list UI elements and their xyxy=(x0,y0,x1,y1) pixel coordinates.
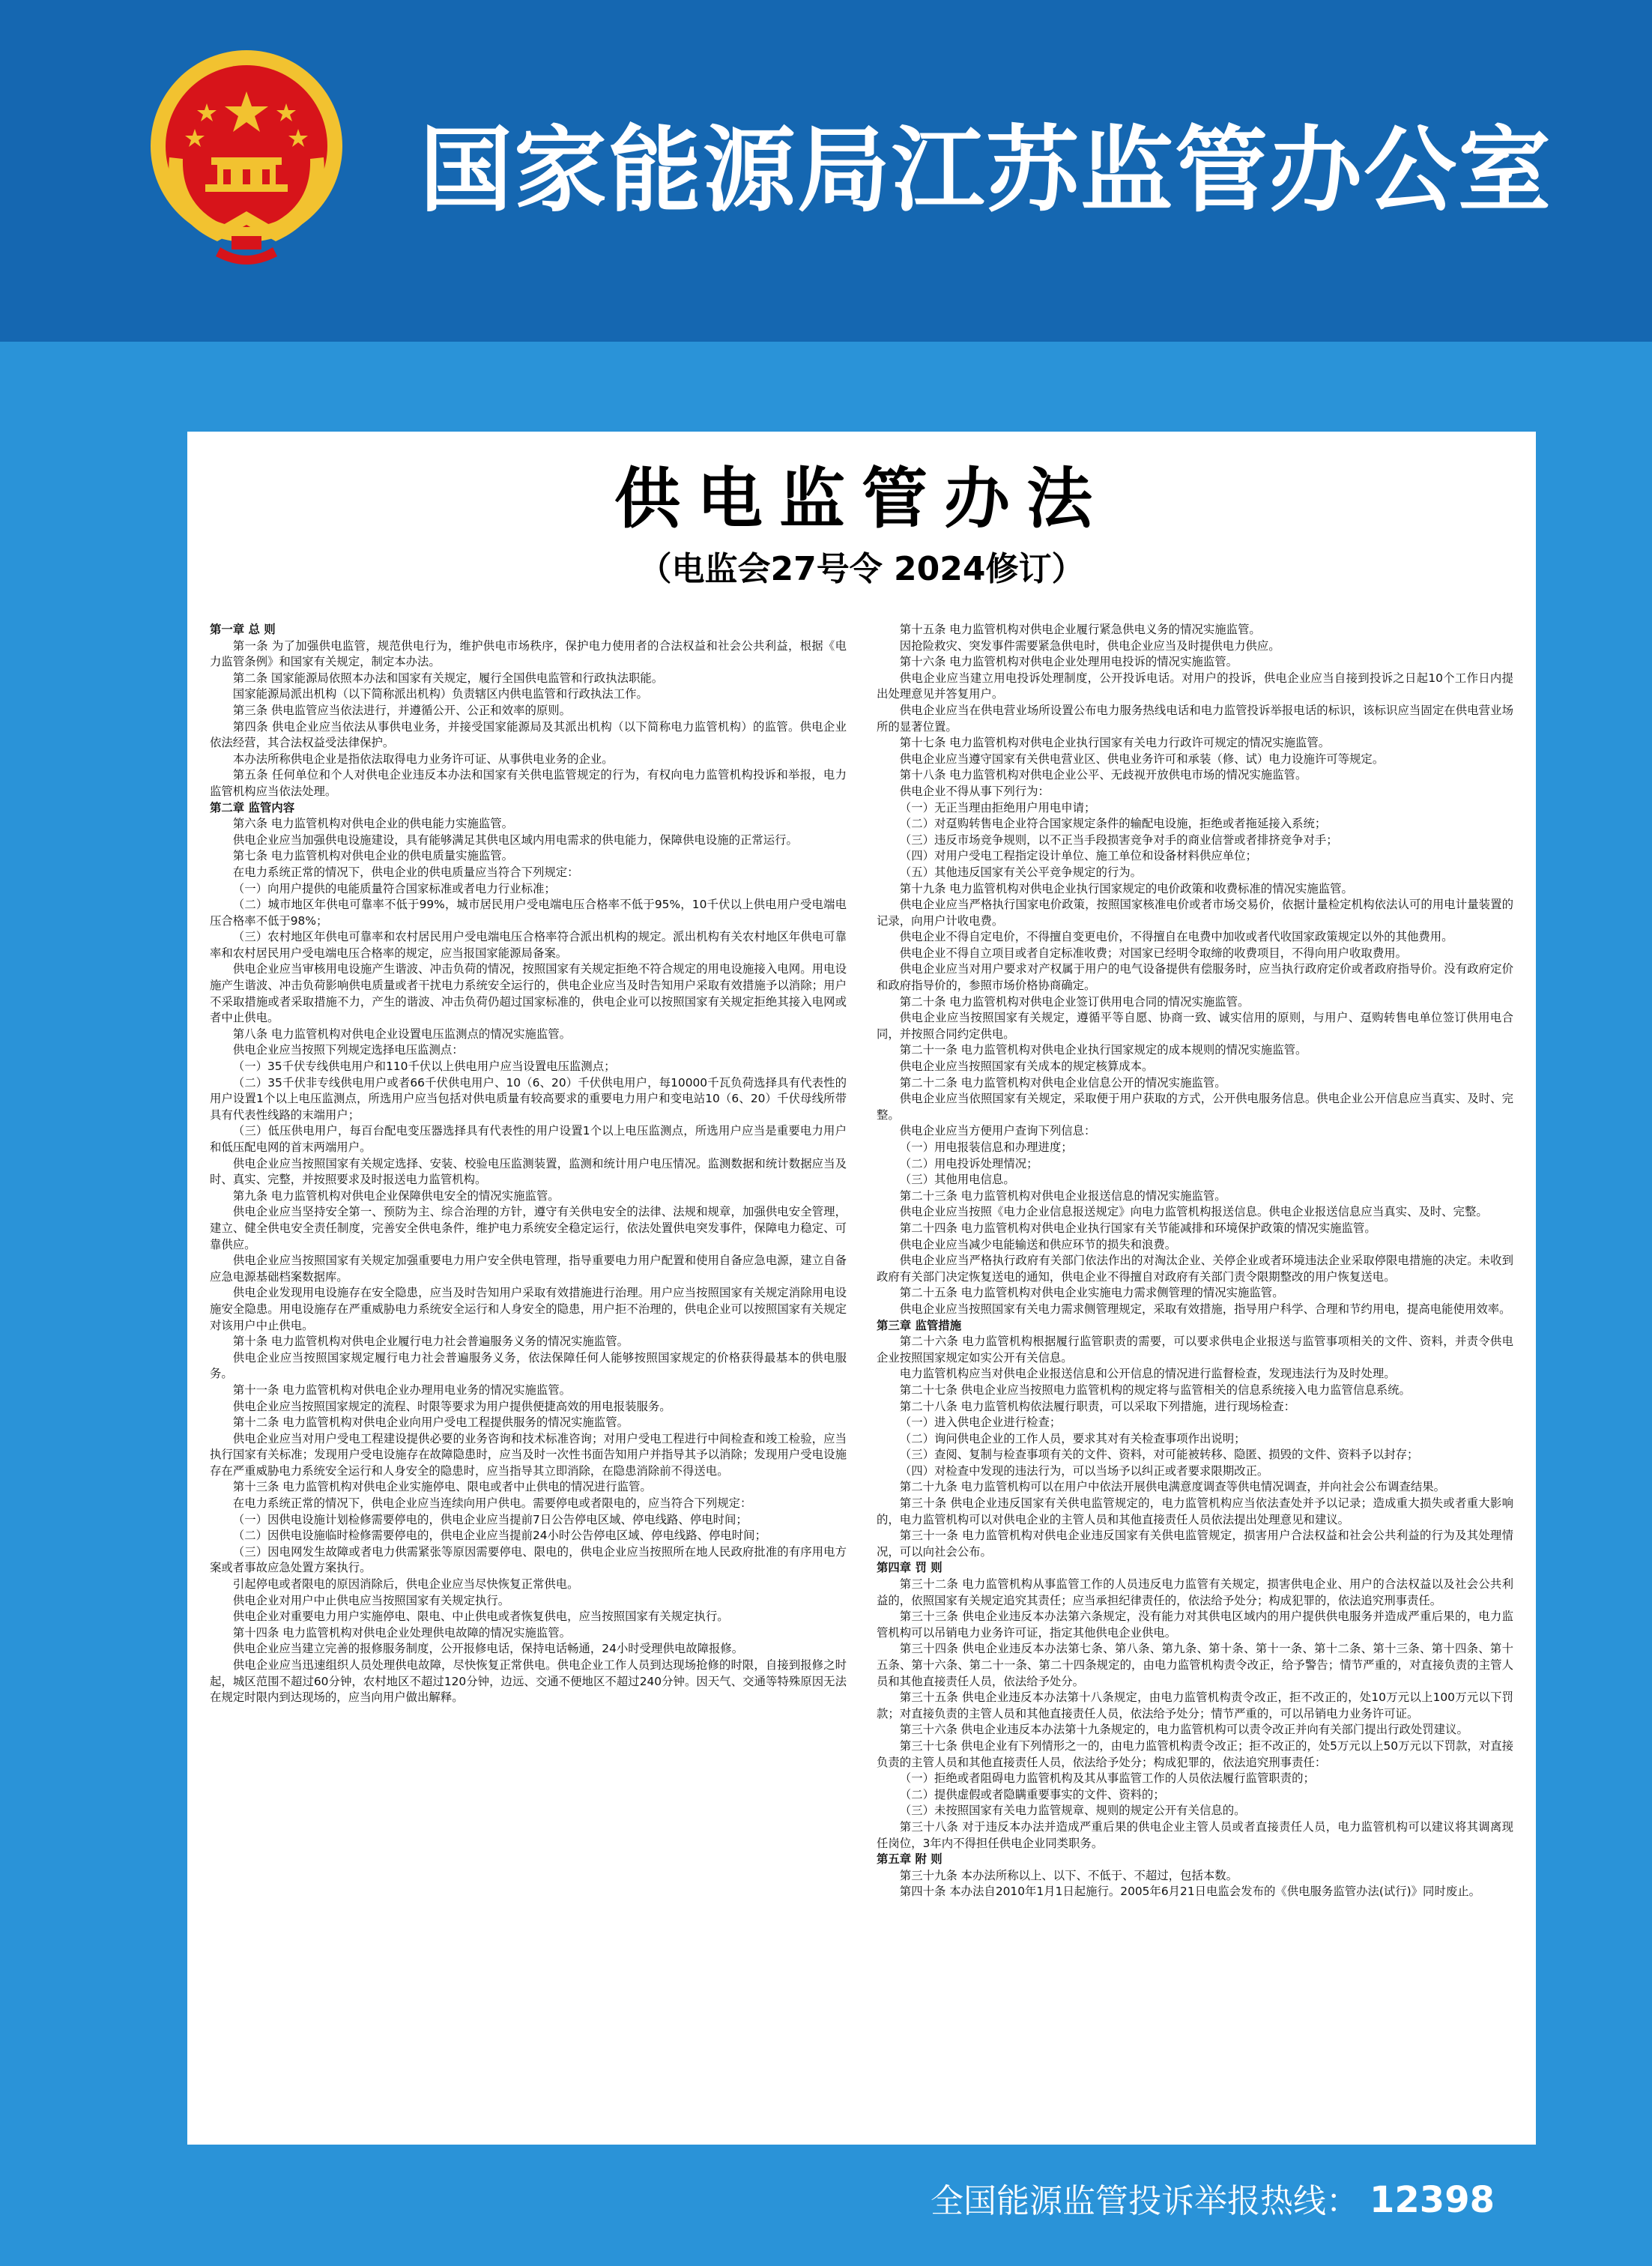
article-paragraph: 供电企业应当依照国家有关规定，采取便于用户获取的方式，公开供电服务信息。供电企业公开信息应当真实、及时、完整。 xyxy=(877,1092,1513,1122)
article-paragraph: 供电企业应当建立完善的报修服务制度，公开报修电话，保持电话畅通，24小时受理供电故障报修。 xyxy=(232,1642,744,1656)
article-paragraph: 供电企业对重要电力用户实施停电、限电、中止供电或者恢复供电，应当按照国家有关规定执行。 xyxy=(232,1610,729,1624)
article-paragraph: 第九条 电力监管机构对供电企业保障供电安全的情况实施监管。 xyxy=(232,1188,560,1203)
article-paragraph: （四）对用户受电工程指定设计单位、施工单位和设备材料供应单位； xyxy=(899,849,1257,863)
article-paragraph: （二）询问供电企业的工作人员，要求其对有关检查事项作出说明； xyxy=(899,1431,1246,1445)
article-paragraph: 第三十五条 供电企业违反本办法第十八条规定，由电力监管机构责令改正，拒不改正的，处10万元以上100万元以下罚款；对直接负责的主管人员和其他直接责任人员，依法给予处分；情节严重的，可以吊销电力业务许可证。 xyxy=(877,1691,1513,1720)
article-paragraph: （二）提供虚假或者隐瞒重要事实的文件、资料的； xyxy=(899,1787,1165,1801)
article-paragraph: （一）进入供电企业进行检查； xyxy=(899,1416,1062,1430)
organization-title: 国家能源局江苏监管办公室 xyxy=(420,117,1553,225)
article-paragraph: （三）农村地区年供电可靠率和农村居民用户受电端电压合格率符合派出机构的规定。派出机构有关农村地区年供电可靠率和农村居民用户受电端电压合格率的规定，应当报国家能源局备案。 xyxy=(210,930,847,960)
article-paragraph: 第二十二条 电力监管机构对供电企业信息公开的情况实施监管。 xyxy=(899,1075,1226,1090)
document-subtitle: （电监会27号令 2024修订） xyxy=(638,550,1085,588)
article-paragraph: 第二十四条 电力监管机构对供电企业执行国家有关节能减排和环境保护政策的情况实施监管。 xyxy=(899,1221,1376,1235)
article-paragraph: （二）因供电设施临时检修需要停电的，供电企业应当提前24小时公告停电区域、停电线路、停电时间； xyxy=(232,1529,766,1543)
article-paragraph: 第十四条 电力监管机构对供电企业处理供电故障的情况实施监管。 xyxy=(232,1625,572,1640)
article-paragraph: 供电企业应当按照国家有关规定加强重要电力用户安全供电管理，指导重要电力用户配置和使用自备应急电源，建立自备应急电源基础档案数据库。 xyxy=(210,1254,847,1284)
article-paragraph: 供电企业应当按照国家有关成本的规定核算成本。 xyxy=(899,1060,1154,1074)
article-paragraph: 在电力系统正常的情况下，供电企业应当连续向用户供电。需要停电或者限电的，应当符合下列规定： xyxy=(232,1496,752,1511)
article-paragraph: 供电企业应当加强供电设施建设，具有能够满足其供电区域内用电需求的供电能力，保障供电设施的正常运行。 xyxy=(232,833,798,847)
article-paragraph: 第二十六条 电力监管机构根据履行监管职责的需要，可以要求供电企业报送与监管事项相关的文件、资料，并责令供电企业按照国家规定如实公开有关信息。 xyxy=(877,1335,1513,1365)
article-paragraph: 第三十三条 供电企业违反本办法第六条规定，没有能力对其供电区域内的用户提供供电服务并造成严重后果的，电力监管机构可以吊销电力业务许可证，指定其他供电企业供电。 xyxy=(877,1610,1513,1640)
article-paragraph: 供电企业应当按照《电力企业信息报送规定》向电力监管机构报送信息。供电企业报送信息应当真实、及时、完整。 xyxy=(899,1205,1488,1219)
hotline-label: 全国能源监管投诉举报热线： xyxy=(931,2182,1359,2220)
chapter-heading: 第一章 总 则 xyxy=(210,623,276,636)
article-paragraph: 供电企业应当在供电营业场所设置公布电力服务热线电话和电力监管投诉举报电话的标识，该标识应当固定在供电营业场所的显著位置。 xyxy=(877,703,1513,734)
article-paragraph: 供电企业不得自定电价，不得擅自变更电价，不得擅自在电费中加收或者代收国家政策规定以外的其他费用。 xyxy=(899,930,1453,944)
article-paragraph: （一）向用户提供的电能质量符合国家标准或者电力行业标准； xyxy=(232,881,556,895)
article-paragraph: 供电企业应当对用户要求对产权属于用户的电气设备提供有偿服务时，应当执行政府定价或者政府指导价。没有政府定价和政府指导价的，参照市场价格协商确定。 xyxy=(877,962,1513,993)
article-paragraph: 供电企业应当按照国家有关规定，遵循平等自愿、协商一致、诚实信用的原则，与用户、趸购转售电单位签订供用电合同，并按照合同约定供电。 xyxy=(877,1011,1513,1041)
article-paragraph: 供电企业应当按照国家有关规定选择、安装、校验电压监测装置，监测和统计用户电压情况。监测数据和统计数据应当及时、真实、完整，并按照要求及时报送电力监管机构。 xyxy=(210,1156,847,1187)
article-paragraph: 第二十一条 电力监管机构对供电企业执行国家规定的成本规则的情况实施监管。 xyxy=(899,1043,1307,1057)
article-paragraph: 在电力系统正常的情况下，供电企业的供电质量应当符合下列规定： xyxy=(232,865,579,879)
article-paragraph: （二）用电投诉处理情况； xyxy=(899,1156,1038,1170)
article-paragraph: 供电企业对用户中止供电应当按照国家有关规定执行。 xyxy=(232,1593,510,1607)
article-paragraph: （二）35千伏非专线供电用户或者66千伏供电用户、10（6、20）千伏供电用户，每10000千瓦负荷选择具有代表性的用户设置1个以上电压监测点，所选用户应当包括对供电质量有较高要求的重要电力用户和变电站10（6、20）千伏母线所带具有代表性线路的末端用户； xyxy=(210,1075,847,1122)
national-emblem-icon xyxy=(145,45,348,270)
article-paragraph: 第十三条 电力监管机构对供电企业实施停电、限电或者中止供电的情况进行监管。 xyxy=(232,1480,652,1494)
article-paragraph: 第六条 电力监管机构对供电企业的供电能力实施监管。 xyxy=(232,817,514,831)
article-paragraph: 第四条 供电企业应当依法从事供电业务，并接受国家能源局及其派出机构（以下简称电力监管机构）的监管。供电企业依法经营，其合法权益受法律保护。 xyxy=(210,719,847,750)
article-paragraph: 第十五条 电力监管机构对供电企业履行紧急供电义务的情况实施监管。 xyxy=(899,623,1261,636)
article-paragraph: 第二十五条 电力监管机构对供电企业实施电力需求侧管理的情况实施监管。 xyxy=(899,1286,1284,1300)
article-paragraph: 供电企业应当按照下列规定选择电压监测点： xyxy=(232,1043,464,1057)
article-paragraph: （一）用电报装信息和办理进度； xyxy=(899,1140,1073,1154)
article-paragraph: 第三十七条 供电企业有下列情形之一的，由电力监管机构责令改正；拒不改正的，处5万元以上50万元以下罚款，对直接负责的主管人员和其他直接责任人员，依法给予处分；构成犯罪的，依法追究刑事责任： xyxy=(877,1738,1513,1769)
article-paragraph: 第三十二条 电力监管机构从事监管工作的人员违反电力监管有关规定，损害供电企业、用户的合法权益以及社会公共利益的，依照国家有关规定追究其责任；应当承担纪律责任的，依法给予处分；构成犯罪的，依法追究刑事责任。 xyxy=(877,1577,1513,1607)
article-paragraph: 供电企业不得自立项目或者自定标准收费；对国家已经明令取缔的收费项目，不得向用户收取费用。 xyxy=(899,946,1407,960)
article-paragraph: （一）35千伏专线供电用户和110千伏以上供电用户应当设置电压监测点； xyxy=(232,1060,616,1074)
article-paragraph: （五）其他违反国家有关公平竞争规定的行为。 xyxy=(899,865,1143,879)
article-paragraph: 国家能源局派出机构（以下简称派出机构）负责辖区内供电监管和行政执法工作。 xyxy=(232,687,648,701)
article-paragraph: 第十八条 电力监管机构对供电企业公平、无歧视开放供电市场的情况实施监管。 xyxy=(899,768,1307,782)
article-paragraph: 供电企业应当减少电能输送和供应环节的损失和浪费。 xyxy=(899,1237,1177,1251)
article-paragraph: 第三十八条 对于违反本办法并造成严重后果的供电企业主管人员或者直接责任人员，电力监管机构可以建议将其调离现任岗位，3年内不得担任供电企业同类职务。 xyxy=(877,1819,1513,1850)
article-paragraph: 第三十九条 本办法所称以上、以下、不低于、不超过，包括本数。 xyxy=(899,1868,1238,1882)
article-paragraph: 供电企业应当按照国家有关电力需求侧管理规定，采取有效措施，指导用户科学、合理和节约用电，提高电能使用效率。 xyxy=(899,1302,1511,1316)
article-paragraph: 供电企业应当遵守国家有关供电营业区、供电业务许可和承装（修、试）电力设施许可等规定。 xyxy=(899,752,1385,766)
article-paragraph: 供电企业应当按照国家规定履行电力社会普遍服务义务，依法保障任何人能够按照国家规定的价格获得最基本的供电服务。 xyxy=(210,1350,847,1381)
article-paragraph: 供电企业应当严格执行政府有关部门依法作出的对淘汰企业、关停企业或者环境违法企业采取停限电措施的决定。未收到政府有关部门决定恢复送电的通知，供电企业不得擅自对政府有关部门责令限期整改的用户恢复送电。 xyxy=(877,1254,1513,1284)
article-paragraph: 第二十七条 供电企业应当按照电力监管机构的规定将与监管相关的信息系统接入电力监管信息系统。 xyxy=(899,1383,1411,1397)
chapter-heading: 第四章 罚 则 xyxy=(877,1561,943,1575)
article-paragraph: 因抢险救灾、突发事件需要紧急供电时，供电企业应当及时提供电力供应。 xyxy=(899,638,1280,653)
article-paragraph: 第四十条 本办法自2010年1月1日起施行。2005年6月21日电监会发布的《供电服务监管办法(试行)》同时废止。 xyxy=(899,1885,1481,1899)
article-paragraph: （二）对趸购转售电企业符合国家规定条件的输配电设施，拒绝或者拖延接入系统； xyxy=(899,817,1327,831)
article-paragraph: 第十一条 电力监管机构对供电企业办理用电业务的情况实施监管。 xyxy=(232,1383,572,1397)
article-paragraph: （三）违反市场竞争规则，以不正当手段损害竞争对手的商业信誉或者排挤竞争对手； xyxy=(899,833,1338,847)
article-paragraph: 第三十四条 供电企业违反本办法第七条、第八条、第九条、第十条、第十一条、第十二条、第十三条、第十四条、第十五条、第十六条、第二十一条、第二十四条规定的，由电力监管机构责令改正，给予警告；情节严重的，对直接负责的主管人员和其他直接责任人员，依法给予处分。 xyxy=(877,1642,1513,1688)
article-paragraph: 供电企业应当坚持安全第一、预防为主、综合治理的方针，遵守有关供电安全的法律、法规和规章，加强供电安全管理，建立、健全供电安全责任制度，完善安全供电条件，维护电力系统安全稳定运行，依法处置供电突发事件，保障电力稳定、可靠供应。 xyxy=(210,1205,847,1251)
article-paragraph: 第二十九条 电力监管机构可以在用户中依法开展供电满意度调查等供电情况调查，并向社会公布调查结果。 xyxy=(899,1480,1446,1494)
article-paragraph: 供电企业发现用电设施存在安全隐患，应当及时告知用户采取有效措施进行治理。用户应当按照国家有关规定消除用电设施安全隐患。用电设施存在严重威胁电力系统安全运行和人身安全的隐患，用户拒不治理的，供电企业可以按照国家有关规定对该用户中止供电。 xyxy=(210,1286,847,1332)
article-paragraph: 第三十一条 电力监管机构对供电企业违反国家有关供电监管规定，损害用户合法权益和社会公共利益的行为及其处理情况，可以向社会公布。 xyxy=(877,1529,1513,1559)
chapter-heading: 第三章 监管措施 xyxy=(877,1318,962,1332)
article-paragraph: 供电企业应当建立用电投诉处理制度，公开投诉电话。对用户的投诉，供电企业应当自接到投诉之日起10个工作日内提出处理意见并答复用户。 xyxy=(877,671,1513,701)
article-paragraph: 第二十条 电力监管机构对供电企业签订供用电合同的情况实施监管。 xyxy=(899,994,1250,1009)
article-paragraph: 第十条 电力监管机构对供电企业履行电力社会普遍服务义务的情况实施监管。 xyxy=(232,1335,629,1349)
article-paragraph: 第十七条 电力监管机构对供电企业执行国家有关电力行政许可规定的情况实施监管。 xyxy=(899,736,1331,750)
article-paragraph: （三）查阅、复制与检查事项有关的文件、资料，对可能被转移、隐匿、损毁的文件、资料予以封存； xyxy=(899,1448,1419,1462)
article-paragraph: 供电企业应当迅速组织人员处理供电故障，尽快恢复正常供电。供电企业工作人员到达现场抢修的时限，自接到报修之时起，城区范围不超过60分钟，农村地区不超过120分钟，边远、交通不便地区不超过240分钟。因天气、交通等特殊原因无法在规定时限内到达现场的，应当向用户做出解释。 xyxy=(210,1658,847,1705)
document-title: 供电监管办法 xyxy=(614,459,1109,537)
article-paragraph: 供电企业应当按照国家规定的流程、时限等要求为用户提供便捷高效的用电报装服务。 xyxy=(232,1399,671,1413)
article-paragraph: 本办法所称供电企业是指依法取得电力业务许可证、从事供电业务的企业。 xyxy=(232,752,614,766)
article-paragraph: 引起停电或者限电的原因消除后，供电企业应当尽快恢复正常供电。 xyxy=(232,1577,579,1592)
article-paragraph: （四）对检查中发现的违法行为，可以当场予以纠正或者要求限期改正。 xyxy=(899,1463,1269,1478)
article-paragraph: 供电企业不得从事下列行为： xyxy=(899,784,1050,798)
article-paragraph: 第二条 国家能源局依照本办法和国家有关规定，履行全国供电监管和行政执法职能。 xyxy=(232,671,664,685)
article-paragraph: 供电企业应当严格执行国家电价政策，按照国家核准电价或者市场交易价，依据计量检定机构依法认可的用电计量装置的记录，向用户计收电费。 xyxy=(877,898,1513,928)
article-paragraph: （一）拒绝或者阻碍电力监管机构及其从事监管工作的人员依法履行监管职责的； xyxy=(899,1771,1315,1786)
article-paragraph: 第五条 任何单位和个人对供电企业违反本办法和国家有关供电监管规定的行为，有权向电力监管机构投诉和举报，电力监管机构应当依法处理。 xyxy=(210,768,847,798)
complaint-hotline xyxy=(931,2176,1495,2226)
article-paragraph: 第十六条 电力监管机构对供电企业处理用电投诉的情况实施监管。 xyxy=(899,655,1238,669)
article-paragraph: （三）因电网发生故障或者电力供需紧张等原因需要停电、限电的，供电企业应当按照所在地人民政府批准的有序用电方案或者事故应急处置方案执行。 xyxy=(210,1544,847,1575)
article-paragraph: 第三条 供电监管应当依法进行，并遵循公开、公正和效率的原则。 xyxy=(232,703,572,717)
article-paragraph: 供电企业应当审核用电设施产生谐波、冲击负荷的情况，按照国家有关规定拒绝不符合规定的用电设施接入电网。用电设施产生谐波、冲击负荷影响供电质量或者干扰电力系统安全运行的，供电企业应当及时告知用户采取有效措施予以消除；用户不采取措施或者采取措施不力，产生的谐波、冲击负荷仍超过国家标准的，供电企业可以按照国家有关规定拒绝其接入电网或者中止供电。 xyxy=(210,962,847,1025)
article-paragraph: 第二十八条 电力监管机构依法履行职责，可以采取下列措施，进行现场检查： xyxy=(899,1399,1295,1413)
article-paragraph: 第十九条 电力监管机构对供电企业执行国家规定的电价政策和收费标准的情况实施监管。 xyxy=(899,881,1353,895)
article-paragraph: （三）其他用电信息。 xyxy=(899,1173,1015,1187)
article-paragraph: （一）因供电设施计划检修需要停电的，供电企业应当提前7日公告停电区域、停电线路、停电时间； xyxy=(232,1512,748,1526)
article-paragraph: 第三十六条 供电企业违反本办法第十九条规定的，电力监管机构可以责令改正并向有关部门提出行政处罚建议。 xyxy=(899,1723,1468,1737)
notice-board xyxy=(187,432,1536,2145)
regulation-column-right xyxy=(877,622,1513,2121)
article-paragraph: （三）未按照国家有关电力监管规章、规则的规定公开有关信息的。 xyxy=(899,1804,1246,1818)
article-paragraph: 第十二条 电力监管机构对供电企业向用户受电工程提供服务的情况实施监管。 xyxy=(232,1416,629,1430)
article-paragraph: 电力监管机构应当对供电企业报送信息和公开信息的情况进行监督检查，发现违法行为及时处理。 xyxy=(899,1367,1396,1381)
header-banner xyxy=(0,0,1652,342)
article-paragraph: （一）无正当理由拒绝用户用电申请； xyxy=(899,800,1096,815)
article-paragraph: 第二十三条 电力监管机构对供电企业报送信息的情况实施监管。 xyxy=(899,1188,1226,1203)
article-paragraph: 第七条 电力监管机构对供电企业的供电质量实施监管。 xyxy=(232,849,514,863)
article-paragraph: 第一条 为了加强供电监管，规范供电行为，维护供电市场秩序，保护电力使用者的合法权益和社会公共利益，根据《电力监管条例》和国家有关规定，制定本办法。 xyxy=(210,638,847,669)
article-paragraph: （二）城市地区年供电可靠率不低于99%，城市居民用户受电端电压合格率不低于95%，10千伏以上供电用户受电端电压合格率不低于98%； xyxy=(210,898,847,928)
article-paragraph: （三）低压供电用户，每百台配电变压器选择具有代表性的用户设置1个以上电压监测点，所选用户应当是重要电力用户和低压配电网的首末两端用户。 xyxy=(210,1124,847,1154)
hotline-number: 12398 xyxy=(1370,2179,1495,2221)
article-paragraph: 第三十条 供电企业违反国家有关供电监管规定的，电力监管机构应当依法查处并予以记录；造成重大损失或者重大影响的，电力监管机构可以对供电企业的主管人员和其他直接责任人员依法提出处理意见和建议。 xyxy=(877,1496,1513,1526)
article-paragraph: 供电企业应当方便用户查询下列信息： xyxy=(899,1124,1096,1138)
regulation-column-left xyxy=(210,622,847,2121)
chapter-heading: 第二章 监管内容 xyxy=(210,800,295,815)
article-paragraph: 第八条 电力监管机构对供电企业设置电压监测点的情况实施监管。 xyxy=(232,1027,572,1041)
article-paragraph: 供电企业应当对用户受电工程建设提供必要的业务咨询和技术标准咨询；对用户受电工程进行中间检查和竣工检验，应当执行国家有关标准；发现用户受电设施存在故障隐患时，应当及时一次性书面告知用户并指导其予以消除；发现用户受电设施存在严重威胁电力系统安全运行和人身安全的隐患时，应当指导其立即消除，在隐患消除前不得送电。 xyxy=(210,1431,847,1478)
chapter-heading: 第五章 附 则 xyxy=(877,1852,943,1867)
